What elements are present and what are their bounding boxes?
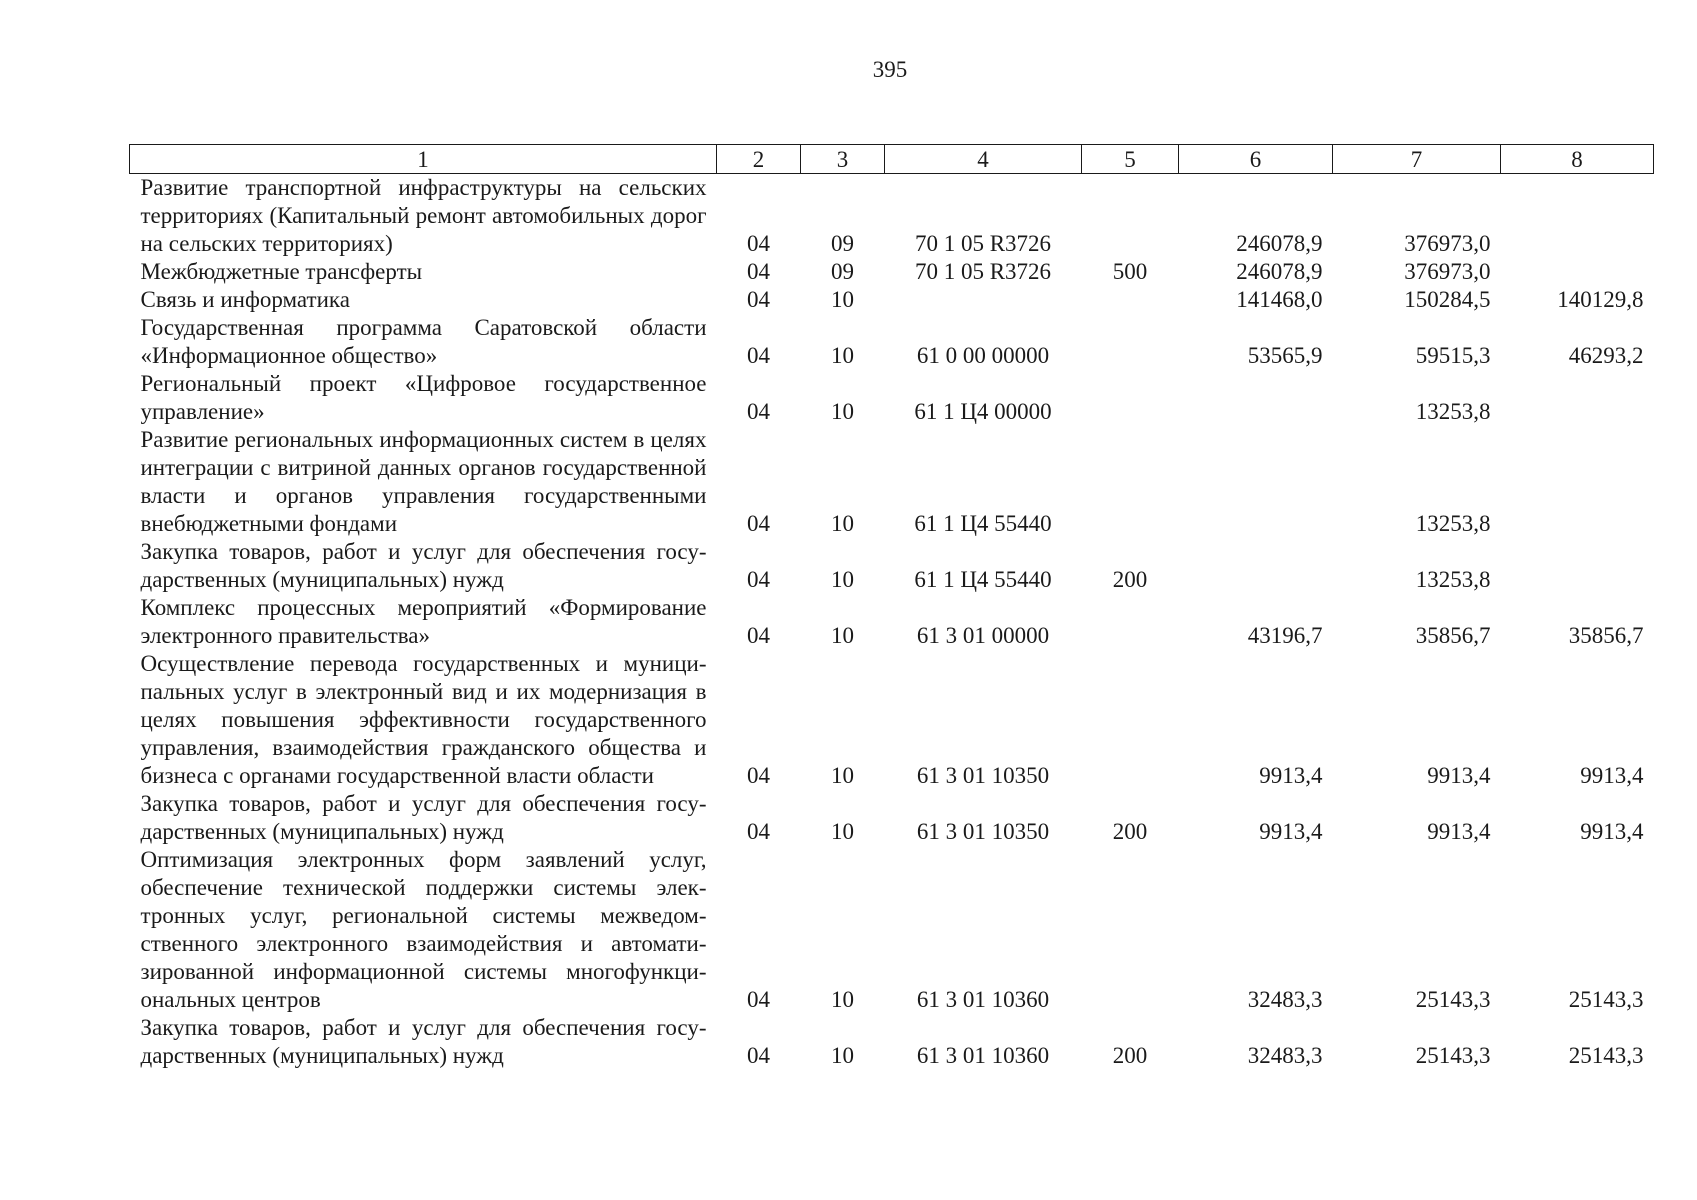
amount-col8: 35856,7: [1568, 623, 1644, 648]
amount-col6: 32483,3: [1247, 1043, 1323, 1068]
item-name: Развитие региональных информационных систем в целях интеграции с витриной данных органов государственной власти и органов управления государственными внебюджетными фондами: [140, 427, 707, 536]
amount-col6: 9913,4: [1259, 819, 1323, 844]
target-article-code: 61 1 Ц4 55440: [914, 567, 1052, 592]
column-header: 7: [1333, 145, 1501, 174]
amount-col6: [1179, 426, 1333, 538]
expense-type-code: [1082, 286, 1179, 314]
target-article-code: 61 3 01 10350: [916, 763, 1050, 788]
amount-col8: 46293,2: [1568, 343, 1644, 368]
column-header: 3: [801, 145, 885, 174]
table-row: [130, 370, 1654, 426]
target-article-code: 61 1 Ц4 00000: [914, 399, 1052, 424]
subsection-code: 09: [831, 259, 854, 284]
column-header: 4: [885, 145, 1082, 174]
item-name: Осуществление перевода государственных и муниципальных услуг в электронный вид и их модернизация в целях повышения эффективности государственного управления, взаимодействия гражданского общества и бизнеса с органами государственной власти области: [140, 651, 707, 788]
target-article-code: 61 3 01 10360: [916, 1043, 1050, 1068]
amount-col7: 376973,0: [1404, 259, 1491, 284]
subsection-code: 10: [831, 987, 854, 1012]
subsection-code: 10: [831, 399, 854, 424]
item-name: Закупка товаров, работ и услуг для обеспечения государственных (муниципальных) нужд: [140, 1015, 707, 1068]
expense-type-code: [1082, 174, 1179, 259]
section-code: 04: [747, 623, 770, 648]
expense-type-code: 200: [1112, 819, 1148, 844]
item-name: Оптимизация электронных форм заявлений услуг, обеспечение технической поддержки системы электронных услуг, региональной системы межведомственного электронного взаимодействия и автоматизированной информационной системы многофункциональных центров: [140, 847, 707, 1012]
section-code: 04: [747, 399, 770, 424]
amount-col6: 246078,9: [1236, 259, 1323, 284]
expense-type-code: 200: [1112, 1043, 1148, 1068]
column-header: 8: [1501, 145, 1654, 174]
amount-col7: 376973,0: [1404, 231, 1491, 256]
section-code: 04: [747, 819, 770, 844]
amount-col8: 140129,8: [1557, 287, 1644, 312]
subsection-code: 09: [831, 231, 854, 256]
page-number: 395: [872, 57, 908, 82]
table-row: [130, 538, 1654, 594]
amount-col6: [1179, 370, 1333, 426]
amount-col7: 59515,3: [1415, 343, 1491, 368]
table-row: [130, 1014, 1654, 1070]
amount-col7: 25143,3: [1415, 1043, 1491, 1068]
table-row: [130, 258, 1654, 286]
target-article-code: 61 3 01 10350: [916, 819, 1050, 844]
amount-col8: 25143,3: [1568, 987, 1644, 1012]
amount-col6: 43196,7: [1247, 623, 1323, 648]
subsection-code: 10: [831, 287, 854, 312]
expense-type-code: [1082, 426, 1179, 538]
expense-type-code: 500: [1112, 259, 1148, 284]
section-code: 04: [747, 343, 770, 368]
amount-col6: 53565,9: [1247, 343, 1323, 368]
table-header-row: [130, 145, 1654, 174]
amount-col7: 35856,7: [1415, 623, 1491, 648]
target-article-code: 61 1 Ц4 55440: [914, 511, 1052, 536]
target-article-code: 61 3 01 00000: [916, 623, 1050, 648]
amount-col8: [1501, 174, 1654, 259]
amount-col8: 25143,3: [1568, 1043, 1644, 1068]
column-header: 6: [1179, 145, 1333, 174]
section-code: 04: [747, 231, 770, 256]
table-row: [130, 286, 1654, 314]
item-name: Государственная программа Саратовской области «Информационное общество»: [140, 315, 707, 368]
amount-col7: 13253,8: [1415, 511, 1491, 536]
target-article-code: 61 0 00 00000: [916, 343, 1050, 368]
amount-col8: [1501, 370, 1654, 426]
item-name: Межбюджетные трансферты: [140, 259, 423, 284]
section-code: 04: [747, 987, 770, 1012]
expense-type-code: [1082, 650, 1179, 790]
subsection-code: 10: [831, 567, 854, 592]
amount-col8: 9913,4: [1580, 819, 1644, 844]
section-code: 04: [747, 1043, 770, 1068]
amount-col6: 9913,4: [1259, 763, 1323, 788]
amount-col8: 9913,4: [1580, 763, 1644, 788]
amount-col6: 141468,0: [1236, 287, 1323, 312]
table-row: [130, 174, 1654, 259]
subsection-code: 10: [831, 819, 854, 844]
expense-type-code: [1082, 370, 1179, 426]
expense-type-code: [1082, 846, 1179, 1014]
amount-col7: 150284,5: [1404, 287, 1491, 312]
subsection-code: 10: [831, 511, 854, 536]
table-row: [130, 594, 1654, 650]
target-article-code: [885, 286, 1082, 314]
column-header: 1: [130, 145, 717, 174]
item-name: Комплекс процессных мероприятий «Формирование электронного правительства»: [140, 595, 707, 648]
budget-table: [129, 144, 1654, 1070]
target-article-code: 70 1 05 R3726: [914, 231, 1052, 256]
subsection-code: 10: [831, 1043, 854, 1068]
amount-col8: [1501, 258, 1654, 286]
table-row: [130, 650, 1654, 790]
amount-col7: 13253,8: [1415, 399, 1491, 424]
section-code: 04: [747, 567, 770, 592]
amount-col7: 25143,3: [1415, 987, 1491, 1012]
amount-col6: [1179, 538, 1333, 594]
section-code: 04: [747, 259, 770, 284]
amount-col7: 13253,8: [1415, 567, 1491, 592]
amount-col7: 9913,4: [1427, 763, 1491, 788]
section-code: 04: [747, 287, 770, 312]
section-code: 04: [747, 511, 770, 536]
amount-col7: 9913,4: [1427, 819, 1491, 844]
table-row: [130, 314, 1654, 370]
target-article-code: 70 1 05 R3726: [914, 259, 1052, 284]
amount-col6: 246078,9: [1236, 231, 1323, 256]
expense-type-code: [1082, 594, 1179, 650]
expense-type-code: 200: [1112, 567, 1148, 592]
section-code: 04: [747, 763, 770, 788]
amount-col8: [1501, 426, 1654, 538]
subsection-code: 10: [831, 623, 854, 648]
subsection-code: 10: [831, 343, 854, 368]
amount-col8: [1501, 538, 1654, 594]
target-article-code: 61 3 01 10360: [916, 987, 1050, 1012]
column-header: 2: [717, 145, 801, 174]
item-name: Связь и информатика: [140, 287, 350, 312]
column-header: 5: [1082, 145, 1179, 174]
table-row: [130, 426, 1654, 538]
amount-col6: 32483,3: [1247, 987, 1323, 1012]
item-name: Развитие транспортной инфраструктуры на сельских территориях (Капитальный ремонт автомобильных дорог на сельских территориях): [140, 175, 707, 256]
table-row: [130, 846, 1654, 1014]
item-name: Закупка товаров, работ и услуг для обеспечения государственных (муниципальных) нужд: [140, 539, 707, 592]
table-row: [130, 790, 1654, 846]
expense-type-code: [1082, 314, 1179, 370]
subsection-code: 10: [831, 763, 854, 788]
item-name: Региональный проект «Цифровое государственное управление»: [140, 371, 707, 424]
item-name: Закупка товаров, работ и услуг для обеспечения государственных (муниципальных) нужд: [140, 791, 707, 844]
